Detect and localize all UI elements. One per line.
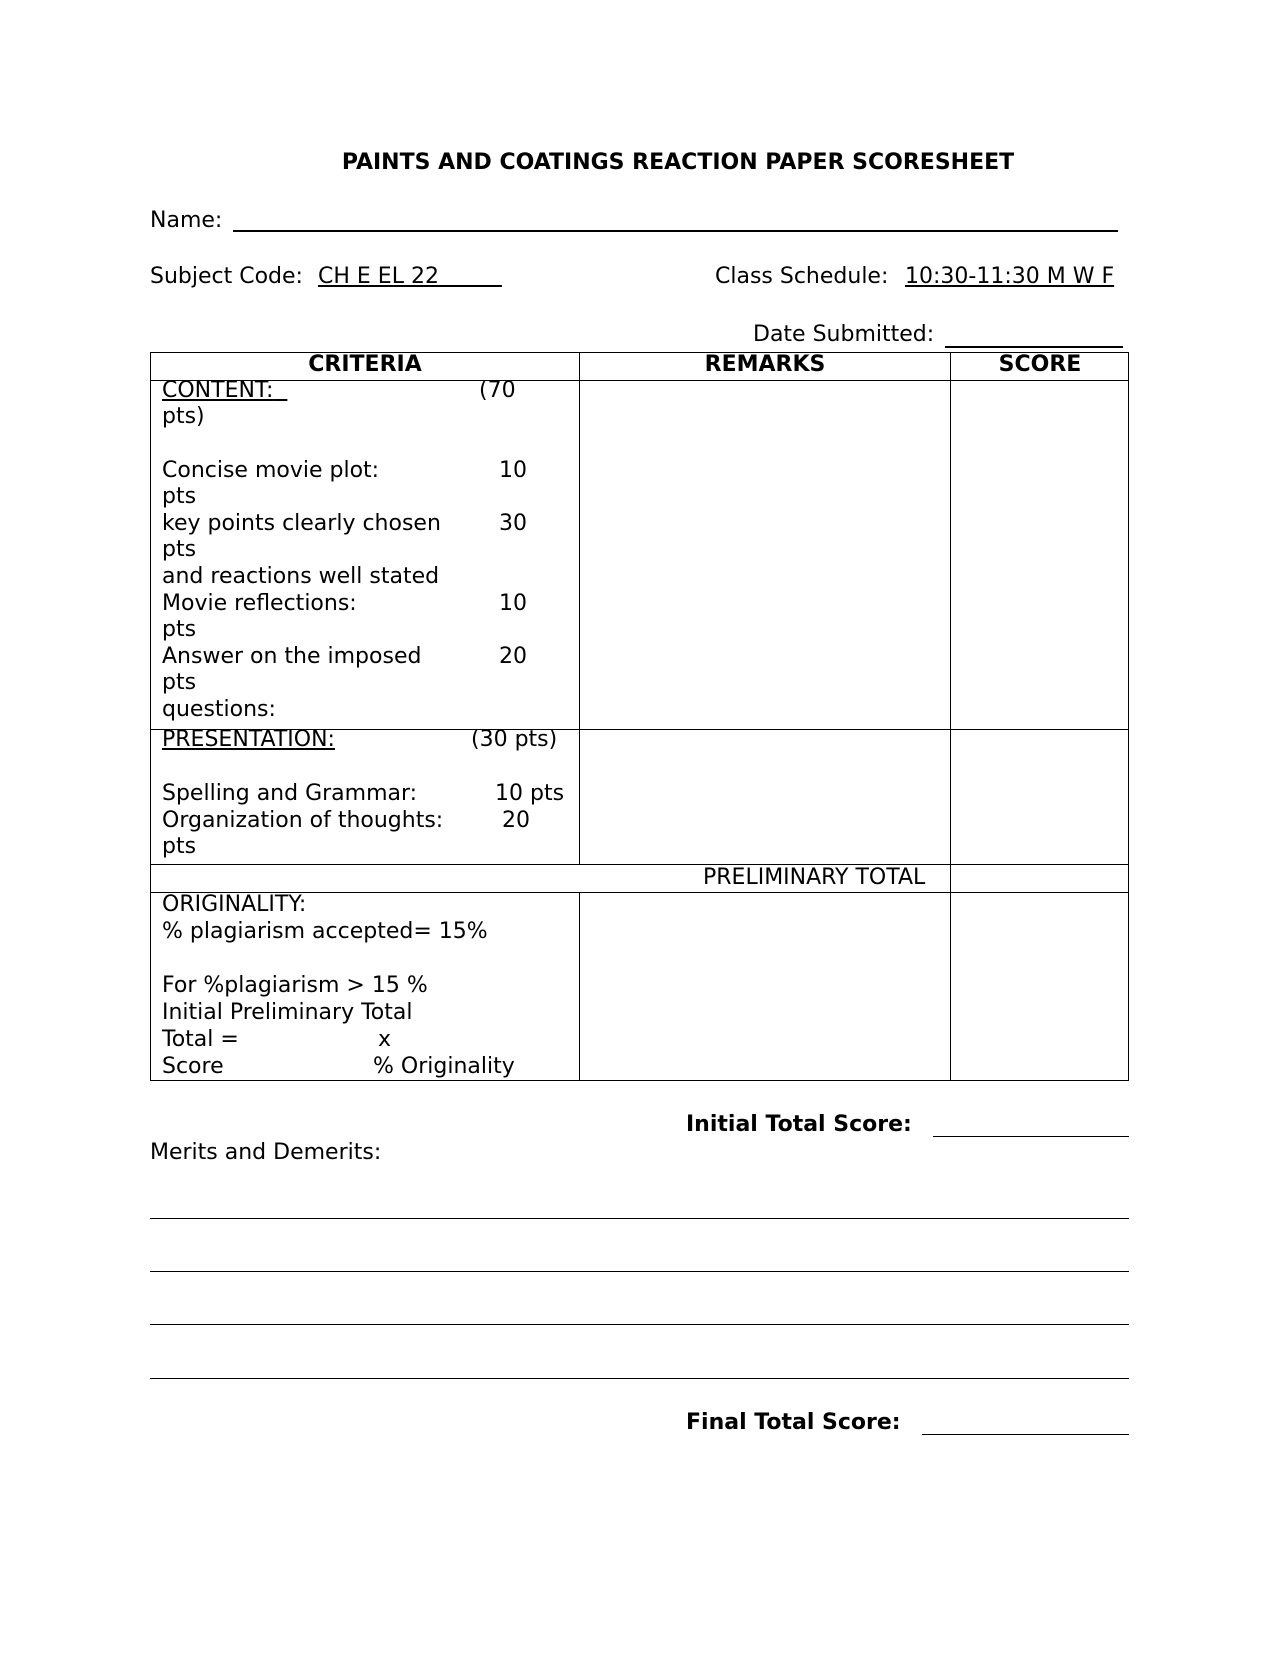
table-border-left bbox=[150, 352, 151, 1081]
name-label: Name: bbox=[150, 208, 223, 233]
originality-rule: For %plagiarism > 15 % bbox=[162, 973, 428, 998]
content-points-wrap: pts) bbox=[162, 404, 205, 429]
preliminary-total-label: PRELIMINARY TOTAL bbox=[703, 865, 926, 890]
criteria-item-pts: 10 bbox=[499, 458, 527, 483]
table-header-rule bbox=[150, 380, 1129, 381]
criteria-item-label: and reactions well stated bbox=[162, 564, 440, 589]
header-remarks: REMARKS bbox=[704, 352, 826, 377]
subject-code-text: CH E EL 22 bbox=[318, 264, 439, 289]
criteria-item-pts: 10 bbox=[499, 591, 527, 616]
final-total-line[interactable] bbox=[922, 1434, 1129, 1435]
criteria-item-label: Movie reflections: bbox=[162, 591, 357, 616]
presentation-points: (30 pts) bbox=[471, 727, 558, 752]
date-submitted-label: Date Submitted: bbox=[753, 322, 935, 347]
table-col-divider-1b bbox=[579, 892, 580, 1080]
merits-line[interactable] bbox=[150, 1218, 1129, 1219]
merits-line[interactable] bbox=[150, 1378, 1129, 1379]
criteria-item-pts-wrap: pts bbox=[162, 484, 197, 509]
criteria-item-label: questions: bbox=[162, 697, 276, 722]
criteria-item-label: Spelling and Grammar: bbox=[162, 781, 418, 806]
criteria-item-label: Answer on the imposed bbox=[162, 644, 422, 669]
header-criteria: CRITERIA bbox=[308, 352, 422, 377]
criteria-item-pts: 20 bbox=[502, 808, 530, 833]
originality-formula-left3: Score bbox=[162, 1054, 224, 1079]
criteria-item-pts: 10 pts bbox=[495, 781, 565, 806]
name-field-line[interactable] bbox=[233, 230, 1118, 232]
subject-code-label: Subject Code: bbox=[150, 264, 303, 289]
merits-line[interactable] bbox=[150, 1324, 1129, 1325]
merits-label: Merits and Demerits: bbox=[150, 1140, 382, 1165]
content-heading-text: CONTENT: bbox=[162, 378, 274, 403]
criteria-item-label: Concise movie plot: bbox=[162, 458, 380, 483]
criteria-item-pts: 30 bbox=[499, 511, 527, 536]
criteria-item-pts-wrap: pts bbox=[162, 537, 197, 562]
class-schedule-label: Class Schedule: bbox=[715, 264, 889, 289]
merits-line[interactable] bbox=[150, 1271, 1129, 1272]
table-border-right bbox=[1128, 352, 1129, 1081]
originality-heading: ORIGINALITY: bbox=[162, 892, 307, 917]
originality-formula-mid3: % Originality bbox=[373, 1054, 515, 1079]
criteria-item-label: key points clearly chosen bbox=[162, 511, 441, 536]
originality-accepted: % plagiarism accepted= 15% bbox=[162, 919, 488, 944]
table-border-bottom bbox=[150, 1080, 1129, 1081]
table-col-divider-1 bbox=[579, 352, 580, 864]
criteria-item-pts-wrap: pts bbox=[162, 834, 197, 859]
originality-formula-mid2: x bbox=[378, 1027, 392, 1052]
final-total-label: Final Total Score: bbox=[686, 1410, 901, 1435]
subject-code-underline-pad bbox=[439, 264, 502, 289]
criteria-item-pts-wrap: pts bbox=[162, 617, 197, 642]
criteria-item-label: Organization of thoughts: bbox=[162, 808, 444, 833]
criteria-item-pts: 20 bbox=[499, 644, 527, 669]
originality-formula-left2: Total = bbox=[162, 1027, 239, 1052]
table-presentation-rule bbox=[150, 864, 1129, 865]
content-points: (70 bbox=[479, 378, 516, 403]
subject-code-value bbox=[318, 264, 502, 291]
originality-formula-line1: Initial Preliminary Total bbox=[162, 1000, 413, 1025]
document-title: PAINTS AND COATINGS REACTION PAPER SCORESHEET bbox=[341, 150, 1015, 175]
initial-total-label: Initial Total Score: bbox=[686, 1112, 912, 1137]
content-heading bbox=[162, 378, 287, 405]
class-schedule-value: 10:30-11:30 M W F bbox=[905, 264, 1115, 289]
header-score: SCORE bbox=[998, 352, 1082, 377]
presentation-heading: PRESENTATION: bbox=[162, 727, 335, 752]
date-submitted-line[interactable] bbox=[945, 346, 1123, 348]
initial-total-line[interactable] bbox=[933, 1136, 1129, 1137]
criteria-item-pts-wrap: pts bbox=[162, 670, 197, 695]
table-col-divider-2 bbox=[950, 352, 951, 1081]
